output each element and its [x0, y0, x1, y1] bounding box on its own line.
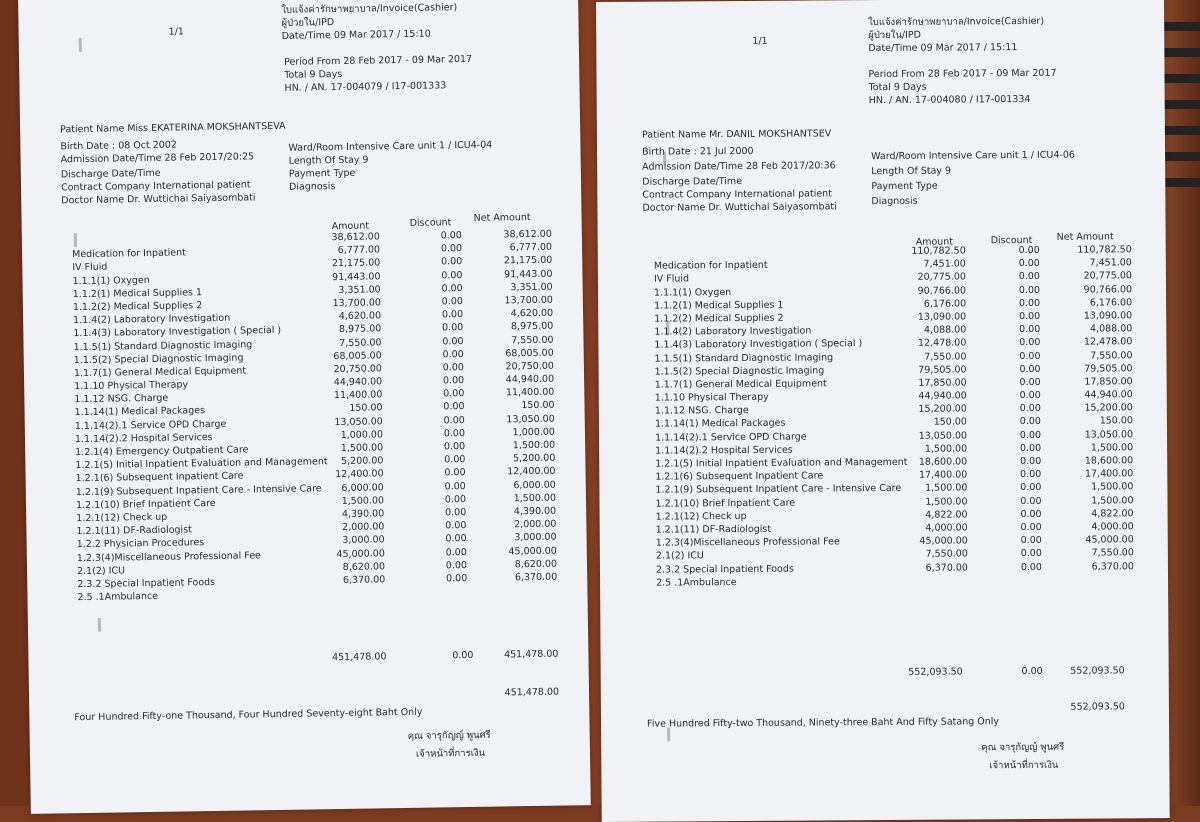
- line-item-discount: 0.00: [406, 506, 466, 520]
- line-item-net: 4,620.00: [463, 307, 553, 321]
- line-item-name: 1.2.1(6) Subsequent Inpatient Care: [76, 470, 244, 486]
- line-item-net: 6,370.00: [467, 570, 557, 584]
- line-item-name: 1.2.3(4)Miscellaneous Professional Fee: [77, 549, 261, 565]
- line-item-name: Medication for Inpatient: [654, 259, 768, 273]
- line-item-discount: 0.00: [980, 244, 1040, 257]
- line-item-amount: 7,451.00: [876, 258, 966, 272]
- line-item-name: 1.1.5(2) Special Diagnostic Imaging: [655, 364, 825, 378]
- line-item-amount: 3,000.00: [295, 534, 385, 548]
- line-item-amount: 2,000.00: [294, 520, 384, 534]
- line-item-amount: 79,505.00: [877, 363, 967, 377]
- line-item-amount: 12,478.00: [876, 337, 966, 351]
- line-item-name: 1.1.2(2) Medical Supplies 2: [654, 312, 783, 326]
- peg: [1160, 100, 1200, 109]
- patient-info: [642, 127, 837, 214]
- line-item-net: 1,000.00: [465, 425, 555, 439]
- payment-type: Payment Type: [871, 179, 1075, 193]
- line-item-discount: 0.00: [407, 559, 467, 573]
- cashier-title: เจ้าหน้าที่การเงิน: [416, 747, 485, 761]
- line-item-name: 1.1.4(2) Laboratory Investigation: [73, 312, 230, 327]
- line-item-net: 7,550.00: [463, 333, 553, 347]
- line-item-net: 8,620.00: [467, 557, 557, 571]
- invoice-sheet-right: [596, 0, 1170, 822]
- line-item-amount: 68,005.00: [292, 349, 382, 363]
- line-item-amount: 12,400.00: [293, 468, 383, 482]
- line-item-discount: 0.00: [982, 521, 1042, 534]
- line-item-net: 1,500.00: [466, 491, 556, 505]
- col-amount-header: Amount: [916, 236, 953, 249]
- line-item-name: 1.1.14(1) Medical Packages: [655, 417, 786, 431]
- line-item-discount: 0.00: [980, 283, 1040, 296]
- page-number: 1/1: [752, 35, 767, 48]
- amount-in-words: Four Hundred Fifty-one Thousand, Four Hundred Seventy-eight Baht Only: [74, 706, 422, 724]
- line-item-amount: 90,766.00: [876, 284, 966, 298]
- line-item-discount: 0.00: [981, 389, 1041, 402]
- grand-total: 552,093.50: [1015, 700, 1125, 714]
- total-days: Total 9 Days: [869, 80, 1057, 94]
- line-item-discount: 0.00: [402, 255, 462, 269]
- line-item-amount: 21,175.00: [290, 257, 380, 271]
- line-item-name: 1.2.1(10) Brief Inpatient Care: [76, 497, 216, 512]
- line-item-net: 13,050.00: [465, 412, 555, 426]
- invoice-sheet-left: [18, 0, 591, 814]
- line-item-name: Medication for Inpatient: [72, 247, 186, 262]
- line-item-net: 7,550.00: [1042, 349, 1132, 363]
- line-item-name: 2.5 .1Ambulance: [77, 590, 158, 604]
- line-item-discount: 0.00: [980, 257, 1040, 270]
- patient-type: ผู้ป่วยใน/IPD: [868, 28, 1044, 42]
- line-item-net: 21,175.00: [462, 254, 552, 268]
- line-item-name: 1.1.7(1) General Medical Equipment: [74, 364, 246, 380]
- line-item-name: 1.1.1(1) Oxygen: [654, 286, 731, 300]
- stay-period: [868, 67, 1056, 107]
- total-discount: 0.00: [983, 665, 1043, 678]
- line-item-name: 1.2.1(9) Subsequent Inpatient Care - Intensive Care: [655, 482, 901, 497]
- total-amount: 451,478.00: [286, 650, 386, 665]
- line-item-amount: 5,200.00: [293, 455, 383, 469]
- discharge-datetime: Discharge Date/Time: [642, 174, 836, 188]
- line-item-discount: 0.00: [404, 348, 464, 362]
- line-item-net: 15,200.00: [1043, 402, 1133, 416]
- line-item-amount: 6,370.00: [295, 573, 385, 587]
- col-net-header: Net Amount: [473, 211, 530, 225]
- line-item-amount: 6,370.00: [878, 561, 968, 575]
- line-item-amount: 3,351.00: [291, 283, 381, 297]
- line-item-name: 1.1.14(2).1 Service OPD Charge: [75, 417, 227, 432]
- line-item-net: 4,088.00: [1042, 322, 1132, 336]
- line-item-discount: 0.00: [406, 493, 466, 507]
- total-net: 552,093.50: [1015, 664, 1125, 678]
- line-item-amount: 1,000.00: [293, 428, 383, 442]
- line-item-discount: 0.00: [981, 494, 1041, 507]
- invoice-title: ใบแจ้งค่ารักษาพยาบาล/Invoice(Cashier): [868, 15, 1044, 29]
- line-item-name: 1.2.1(12) Check up: [76, 511, 167, 525]
- total-discount: 0.00: [413, 649, 473, 663]
- line-item-discount: 0.00: [980, 349, 1040, 362]
- line-item-amount: 1,500.00: [877, 442, 967, 456]
- line-item-discount: 0.00: [402, 229, 462, 243]
- staple-mark: [79, 38, 82, 52]
- line-item-amount: 150.00: [292, 402, 382, 416]
- line-item-amount: 8,975.00: [291, 323, 381, 337]
- line-item-amount: 110,782.50: [876, 244, 966, 258]
- diagnosis: Diagnosis: [289, 178, 493, 194]
- grand-total: 451,478.00: [449, 686, 559, 701]
- line-item-amount: 44,940.00: [877, 389, 967, 403]
- line-item-net: 44,940.00: [464, 373, 554, 387]
- line-item-discount: 0.00: [402, 269, 462, 283]
- ward-info: [288, 139, 493, 194]
- line-item-amount: 17,850.00: [877, 376, 967, 390]
- line-item-discount: 0.00: [405, 440, 465, 454]
- line-item-discount: 0.00: [404, 387, 464, 401]
- birth-date: Birth Date : 21 Jul 2000: [642, 144, 836, 158]
- line-item-name: 1.2.1(12) Check up: [656, 510, 747, 524]
- line-item-net: 6,000.00: [466, 478, 556, 492]
- staple-mark: [98, 618, 101, 632]
- invoice-title: ใบแจ้งค่ารักษาพยาบาล/Invoice(Cashier): [281, 1, 457, 17]
- line-item-name: 1.2.1(11) DF-Radiologist: [656, 523, 771, 537]
- line-item-name: 2.3.2 Special Inpatient Foods: [77, 576, 215, 591]
- line-item-name: 1.2.1(4) Emergency Outpatient Care: [75, 443, 248, 459]
- cashier-name: คุณ จารุกัญญ์ พูนศรี: [408, 729, 491, 743]
- line-item-amount: 4,390.00: [294, 507, 384, 521]
- col-net-header: Net Amount: [1057, 230, 1114, 243]
- discharge-datetime: Discharge Date/Time: [61, 165, 287, 182]
- ward-room: Ward/Room Intensive Care unit 1 / ICU4-06: [871, 149, 1075, 163]
- hn-an: HN. / AN. 17-004080 / I17-001334: [869, 93, 1057, 107]
- line-item-net: 4,390.00: [466, 505, 556, 519]
- line-item-amount: 38,612.00: [290, 230, 380, 244]
- line-item-discount: 0.00: [403, 308, 463, 322]
- line-item-name: 1.1.1(1) Oxygen: [72, 274, 149, 288]
- line-item-discount: 0.00: [981, 455, 1041, 468]
- peg: [1160, 152, 1200, 161]
- line-item-amount: 4,088.00: [876, 324, 966, 338]
- line-item-net: 13,700.00: [463, 294, 553, 308]
- line-item-amount: 1,500.00: [294, 494, 384, 508]
- line-item-net: 8,975.00: [463, 320, 553, 334]
- line-item-name: 1.1.10 Physical Therapy: [74, 378, 188, 393]
- line-item-discount: 0.00: [980, 270, 1040, 283]
- hn-an: HN. / AN. 17-004079 / I17-001333: [284, 79, 472, 95]
- line-item-net: 68,005.00: [464, 346, 554, 360]
- line-item-net: 13,090.00: [1042, 309, 1132, 323]
- line-item-discount: 0.00: [406, 480, 466, 494]
- line-item-name: 1.1.2(1) Medical Supplies 1: [73, 286, 203, 301]
- line-item-name: 1.1.14(2).2 Hospital Services: [655, 443, 793, 457]
- line-item-net: 38,612.00: [462, 228, 552, 242]
- patient-name: Patient Name Mr. DANIL MOKSHANTSEV: [642, 127, 836, 141]
- line-item-amount: 11,400.00: [292, 389, 382, 403]
- line-item-name: 1.1.4(3) Laboratory Investigation ( Special ): [73, 324, 281, 340]
- line-item-amount: 150.00: [877, 416, 967, 430]
- line-item-discount: 0.00: [405, 427, 465, 441]
- period: Period From 28 Feb 2017 - 09 Mar 2017: [868, 67, 1056, 81]
- line-item-amount: 13,050.00: [877, 429, 967, 443]
- line-item-discount: 0.00: [403, 295, 463, 309]
- line-item-amount: 20,775.00: [876, 271, 966, 285]
- line-item-name: 1.2.2 Physician Procedures: [77, 536, 205, 551]
- length-of-stay: Length Of Stay 9: [289, 152, 493, 168]
- line-item-amount: 6,176.00: [876, 297, 966, 311]
- total-days: Total 9 Days: [284, 66, 472, 82]
- line-item-net: 6,370.00: [1044, 560, 1134, 574]
- line-item-discount: 0.00: [407, 572, 467, 586]
- line-item-net: 11,400.00: [464, 386, 554, 400]
- line-item-net: 110,782.50: [1042, 243, 1132, 257]
- peg: [1160, 74, 1200, 83]
- line-item-discount: 0.00: [402, 242, 462, 256]
- line-item-discount: 0.00: [982, 534, 1042, 547]
- peg: [1160, 22, 1200, 31]
- line-item-amount: 6,000.00: [294, 481, 384, 495]
- line-item-name: 1.1.5(1) Standard Diagnostic Imaging: [73, 338, 252, 354]
- line-item-discount: 0.00: [980, 310, 1040, 323]
- line-item-amount: 91,443.00: [290, 270, 380, 284]
- line-item-discount: 0.00: [980, 323, 1040, 336]
- doctor-name: Doctor Name Dr. Wuttichai Saiyasombati: [61, 191, 287, 208]
- line-item-name: 2.3.2 Special Inpatient Foods: [656, 562, 794, 576]
- line-item-discount: 0.00: [404, 400, 464, 414]
- line-item-net: 4,822.00: [1044, 507, 1134, 521]
- line-item-discount: 0.00: [982, 560, 1042, 573]
- stay-period: [284, 53, 473, 95]
- line-item-net: 6,176.00: [1042, 296, 1132, 310]
- line-item-name: 1.1.2(1) Medical Supplies 1: [654, 298, 783, 312]
- line-item-discount: 0.00: [981, 363, 1041, 376]
- line-item-net: 5,200.00: [465, 452, 555, 466]
- line-item-discount: 0.00: [981, 442, 1041, 455]
- line-item-net: 79,505.00: [1043, 362, 1133, 376]
- line-item-discount: 0.00: [981, 481, 1041, 494]
- line-item-discount: 0.00: [405, 453, 465, 467]
- line-item-net: 1,500.00: [465, 439, 555, 453]
- line-item-name: 1.1.4(3) Laboratory Investigation ( Special ): [654, 337, 862, 351]
- contract-company: Contract Company International patient: [642, 187, 836, 201]
- payment-type: Payment Type: [289, 165, 493, 181]
- line-item-name: 1.2.1(11) DF-Radiologist: [76, 523, 192, 538]
- doctor-name: Doctor Name Dr. Wuttichai Saiyasombati: [642, 200, 836, 214]
- line-item-net: [1044, 573, 1134, 574]
- line-item-row: [656, 573, 1140, 590]
- line-item-net: 4,000.00: [1044, 520, 1134, 534]
- line-item-amount: 1,500.00: [877, 495, 967, 509]
- line-item-amount: 18,600.00: [877, 455, 967, 469]
- invoice-header: [281, 1, 457, 43]
- line-item-name: IV Fluid: [654, 273, 689, 286]
- line-items-left: [72, 228, 558, 605]
- page-number: 1/1: [169, 25, 184, 38]
- amount-in-words: Five Hundred Fifty-two Thousand, Ninety-three Baht And Fifty Satang Only: [647, 715, 999, 730]
- total-amount: 552,093.50: [863, 665, 963, 679]
- birth-date: Birth Date : 08 Oct 2002: [60, 137, 286, 154]
- line-item-net: 150.00: [1043, 415, 1133, 429]
- line-items-right: [654, 243, 1140, 589]
- line-item-name: 1.2.1(9) Subsequent Inpatient Care - Intensive Care: [76, 482, 322, 499]
- line-item-discount: 0.00: [981, 415, 1041, 428]
- line-item-amount: 13,090.00: [876, 310, 966, 324]
- patient-type: ผู้ป่วยใน/IPD: [281, 14, 457, 30]
- line-item-amount: 4,000.00: [878, 521, 968, 535]
- line-item-discount: 0.00: [980, 297, 1040, 310]
- line-item-name: 2.5 .1Ambulance: [656, 576, 737, 590]
- line-item-net: 91,443.00: [462, 267, 552, 281]
- line-item-net: 17,850.00: [1043, 375, 1133, 389]
- line-item-discount: 0.00: [404, 361, 464, 375]
- peg: [1160, 126, 1200, 135]
- ward-room: Ward/Room Intensive Care unit 1 / ICU4-04: [288, 139, 492, 155]
- line-item-net: 150.00: [464, 399, 554, 413]
- line-item-name: 1.2.1(10) Brief Inpatient Care: [655, 496, 795, 510]
- line-item-name: 1.1.10 Physical Therapy: [655, 391, 769, 405]
- line-item-net: 6,777.00: [462, 241, 552, 255]
- line-item-amount: 1,500.00: [293, 441, 383, 455]
- line-item-discount: 0.00: [407, 532, 467, 546]
- line-item-discount: 0.00: [403, 282, 463, 296]
- line-item-discount: 0.00: [406, 519, 466, 533]
- line-item-name: 1.1.14(2).1 Service OPD Charge: [655, 430, 807, 444]
- line-item-amount: 20,750.00: [292, 362, 382, 376]
- diagnosis: Diagnosis: [871, 194, 1075, 208]
- line-item-discount: 0.00: [980, 336, 1040, 349]
- line-item-net: 2,000.00: [466, 518, 556, 532]
- line-item-amount: 13,700.00: [291, 296, 381, 310]
- line-item-name: 1.2.3(4)Miscellaneous Professional Fee: [656, 535, 840, 549]
- line-item-amount: 7,550.00: [878, 548, 968, 562]
- patient-info: [60, 120, 287, 208]
- line-item-name: 1.1.12 NSG. Charge: [655, 404, 749, 418]
- line-item-discount: 0.00: [981, 402, 1041, 415]
- line-item-name: IV Fluid: [72, 261, 107, 275]
- line-item-net: 7,451.00: [1042, 256, 1132, 270]
- line-item-amount: [878, 574, 968, 575]
- line-item-amount: 17,400.00: [877, 469, 967, 483]
- line-item-name: 1.1.14(1) Medical Packages: [74, 405, 205, 420]
- line-item-amount: 7,550.00: [291, 336, 381, 350]
- line-item-name: 1.1.2(2) Medical Supplies 2: [73, 299, 203, 314]
- line-item-net: 20,750.00: [464, 360, 554, 374]
- line-item-discount: 0.00: [404, 374, 464, 388]
- line-item-net: 44,940.00: [1043, 388, 1133, 402]
- line-item-name: 1.1.5(2) Special Diagnostic Imaging: [74, 351, 244, 367]
- line-item-discount: [407, 585, 467, 586]
- line-item-amount: 8,620.00: [295, 560, 385, 574]
- line-item-net: 12,400.00: [465, 465, 555, 479]
- line-item-net: 3,000.00: [467, 531, 557, 545]
- line-item-net: 18,600.00: [1043, 454, 1133, 468]
- peg: [1160, 178, 1200, 187]
- line-item-amount: 4,822.00: [878, 508, 968, 522]
- line-item-net: 90,766.00: [1042, 283, 1132, 297]
- line-item-name: 2.1(2) ICU: [77, 564, 125, 578]
- cashier-name: คุณ จารุกัญญ์ พูนศรี: [981, 741, 1064, 755]
- admission-datetime: Admission Date/Time 28 Feb 2017/20:36: [642, 159, 836, 173]
- total-net: 451,478.00: [448, 648, 558, 663]
- line-item-discount: 0.00: [405, 466, 465, 480]
- line-item-net: 45,000.00: [467, 544, 557, 558]
- line-item-discount: 0.00: [403, 321, 463, 335]
- invoice-header: [868, 15, 1044, 55]
- line-item-discount: 0.00: [403, 335, 463, 349]
- line-item-amount: 6,777.00: [290, 244, 380, 258]
- col-discount-header: Discount: [410, 216, 452, 230]
- line-item-discount: 0.00: [981, 376, 1041, 389]
- admission-datetime: Admission Date/Time 28 Feb 2017/20:25: [61, 150, 287, 167]
- length-of-stay: Length Of Stay 9: [871, 164, 1075, 178]
- line-item-net: [467, 584, 557, 585]
- line-item-discount: 0.00: [407, 546, 467, 560]
- line-item-name: 1.1.14(2).2 Hospital Services: [75, 431, 213, 446]
- line-item-amount: 44,940.00: [292, 375, 382, 389]
- line-item-amount: 15,200.00: [877, 403, 967, 417]
- line-item-amount: 7,550.00: [876, 350, 966, 364]
- line-item-net: 1,500.00: [1043, 481, 1133, 495]
- line-item-name: 1.2.1(5) Initial Inpatient Evaluation and Management: [75, 455, 327, 472]
- period: Period From 28 Feb 2017 - 09 Mar 2017: [284, 53, 472, 69]
- line-item-net: 3,351.00: [463, 280, 553, 294]
- line-item-net: 20,775.00: [1042, 270, 1132, 284]
- peg: [1160, 48, 1200, 57]
- line-item-amount: 1,500.00: [877, 482, 967, 496]
- line-item-discount: 0.00: [982, 547, 1042, 560]
- cashier-title: เจ้าหน้าที่การเงิน: [989, 759, 1058, 772]
- line-item-amount: 13,050.00: [293, 415, 383, 429]
- line-item-name: 1.1.7(1) General Medical Equipment: [655, 377, 827, 391]
- line-item-discount: 0.00: [405, 414, 465, 428]
- col-discount-header: Discount: [991, 234, 1033, 247]
- line-item-amount: 45,000.00: [878, 535, 968, 549]
- invoice-datetime: Date/Time 09 Mar 2017 / 15:11: [868, 41, 1044, 55]
- line-item-net: 12,478.00: [1042, 336, 1132, 350]
- line-item-name: 1.1.12 NSG. Charge: [74, 392, 168, 406]
- line-item-net: 7,550.00: [1044, 547, 1134, 561]
- line-item-net: 17,400.00: [1043, 467, 1133, 481]
- patient-name: Patient Name Miss EKATERINA MOKSHANTSEVA: [60, 120, 286, 137]
- line-item-name: 2.1(2) ICU: [656, 550, 704, 563]
- line-item-name: 1.2.1(6) Subsequent Inpatient Care: [655, 470, 823, 484]
- line-item-discount: 0.00: [982, 508, 1042, 521]
- line-item-net: 45,000.00: [1044, 533, 1134, 547]
- line-item-amount: 4,620.00: [291, 309, 381, 323]
- line-item-net: 13,050.00: [1043, 428, 1133, 442]
- line-item-net: 1,500.00: [1043, 494, 1133, 508]
- line-item-amount: 45,000.00: [295, 547, 385, 561]
- contract-company: Contract Company International patient: [61, 178, 287, 195]
- invoice-datetime: Date/Time 09 Mar 2017 / 15:10: [282, 27, 458, 43]
- line-item-amount: [295, 586, 385, 587]
- line-item-net: 1,500.00: [1043, 441, 1133, 455]
- line-item-name: 1.1.5(1) Standard Diagnostic Imaging: [654, 351, 833, 365]
- ward-info: [871, 149, 1075, 208]
- col-amount-header: Amount: [332, 220, 370, 234]
- line-item-name: 1.2.1(5) Initial Inpatient Evaluation and Management: [655, 456, 907, 471]
- line-item-discount: 0.00: [981, 429, 1041, 442]
- line-item-discount: 0.00: [981, 468, 1041, 481]
- line-item-name: 1.1.4(2) Laboratory Investigation: [654, 325, 811, 339]
